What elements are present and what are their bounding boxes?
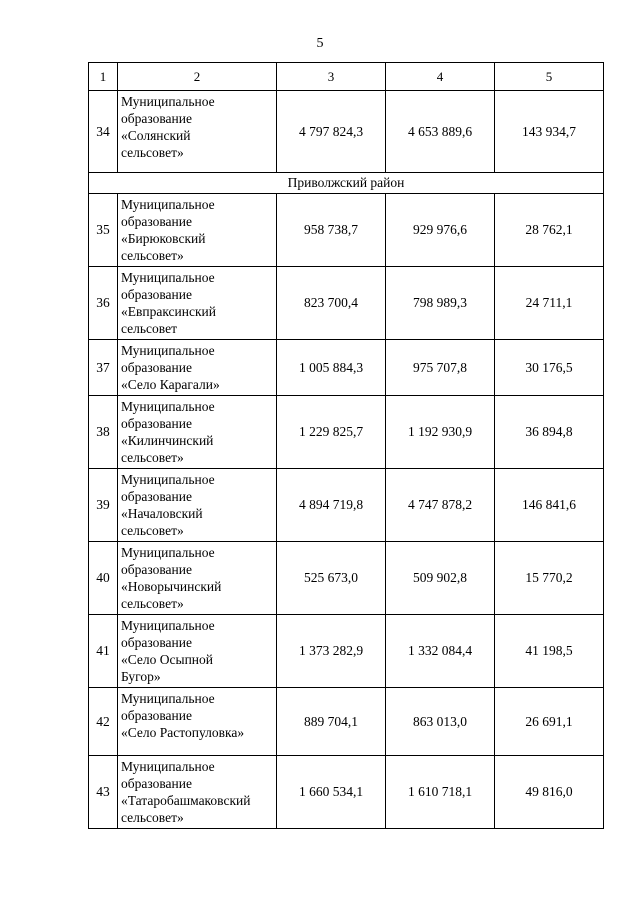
value-col-3: 4 894 719,8 xyxy=(277,469,386,542)
value-col-5: 49 816,0 xyxy=(495,756,604,829)
name-line: «Татаробашмаковский xyxy=(121,793,251,808)
municipality-name xyxy=(118,542,277,615)
table-row xyxy=(89,469,604,542)
name-line: Бугор» xyxy=(121,669,161,684)
value-col-5: 36 894,8 xyxy=(495,396,604,469)
municipality-name xyxy=(118,396,277,469)
row-number: 35 xyxy=(89,194,118,267)
row-number: 36 xyxy=(89,267,118,340)
name-line: «Килинчинский xyxy=(121,433,214,448)
name-line: Муниципальное xyxy=(121,270,215,285)
value-col-3: 1 373 282,9 xyxy=(277,615,386,688)
name-line: сельсовет» xyxy=(121,248,184,263)
value-col-3: 1 229 825,7 xyxy=(277,396,386,469)
name-line: образование xyxy=(121,708,192,723)
name-line: Муниципальное xyxy=(121,399,215,414)
municipality-name xyxy=(118,267,277,340)
name-line: Муниципальное xyxy=(121,472,215,487)
value-col-3: 958 738,7 xyxy=(277,194,386,267)
row-number: 42 xyxy=(89,688,118,756)
value-col-5: 143 934,7 xyxy=(495,91,604,173)
district-title: Приволжский район xyxy=(89,173,604,194)
value-col-4: 798 989,3 xyxy=(386,267,495,340)
name-line: образование xyxy=(121,489,192,504)
row-number: 43 xyxy=(89,756,118,829)
value-col-3: 823 700,4 xyxy=(277,267,386,340)
name-line: «Село Растопуловка» xyxy=(121,725,245,740)
municipality-name xyxy=(118,469,277,542)
municipal-table xyxy=(88,62,604,829)
value-col-4: 929 976,6 xyxy=(386,194,495,267)
table-row xyxy=(89,340,604,396)
name-line: образование xyxy=(121,776,192,791)
name-line: «Солянский xyxy=(121,128,191,143)
name-line: Муниципальное xyxy=(121,691,215,706)
table-row xyxy=(89,91,604,173)
row-number: 38 xyxy=(89,396,118,469)
value-col-3: 4 797 824,3 xyxy=(277,91,386,173)
municipality-name xyxy=(118,91,277,173)
value-col-4: 863 013,0 xyxy=(386,688,495,756)
name-line: образование xyxy=(121,635,192,650)
value-col-4: 1 332 084,4 xyxy=(386,615,495,688)
value-col-5: 41 198,5 xyxy=(495,615,604,688)
row-number: 37 xyxy=(89,340,118,396)
municipality-name xyxy=(118,615,277,688)
district-row xyxy=(89,173,604,194)
name-line: «Началовский xyxy=(121,506,203,521)
value-col-4: 4 653 889,6 xyxy=(386,91,495,173)
value-col-5: 28 762,1 xyxy=(495,194,604,267)
value-col-5: 26 691,1 xyxy=(495,688,604,756)
value-col-4: 1 192 930,9 xyxy=(386,396,495,469)
name-line: Муниципальное xyxy=(121,197,215,212)
municipality-name xyxy=(118,340,277,396)
municipality-name xyxy=(118,688,277,756)
name-line: образование xyxy=(121,562,192,577)
name-line: «Бирюковский xyxy=(121,231,206,246)
table-row xyxy=(89,756,604,829)
value-col-4: 4 747 878,2 xyxy=(386,469,495,542)
name-line: сельсовет» xyxy=(121,596,184,611)
name-line: «Село Карагали» xyxy=(121,377,220,392)
table-row xyxy=(89,267,604,340)
row-number: 40 xyxy=(89,542,118,615)
table-row xyxy=(89,688,604,756)
name-line: «Евпраксинский xyxy=(121,304,217,319)
name-line: образование xyxy=(121,214,192,229)
table-row xyxy=(89,615,604,688)
row-number: 34 xyxy=(89,91,118,173)
value-col-5: 24 711,1 xyxy=(495,267,604,340)
name-line: сельсовет» xyxy=(121,450,184,465)
value-col-3: 525 673,0 xyxy=(277,542,386,615)
name-line: образование xyxy=(121,360,192,375)
name-line: образование xyxy=(121,287,192,302)
name-line: сельсовет» xyxy=(121,810,184,825)
municipality-name xyxy=(118,756,277,829)
value-col-3: 1 005 884,3 xyxy=(277,340,386,396)
value-col-4: 1 610 718,1 xyxy=(386,756,495,829)
header-col-1: 1 xyxy=(89,63,118,91)
value-col-4: 975 707,8 xyxy=(386,340,495,396)
value-col-5: 15 770,2 xyxy=(495,542,604,615)
header-row xyxy=(89,63,604,91)
page-number: 5 xyxy=(316,36,324,51)
table-row xyxy=(89,194,604,267)
name-line: образование xyxy=(121,111,192,126)
name-line: Муниципальное xyxy=(121,94,215,109)
name-line: Муниципальное xyxy=(121,545,215,560)
name-line: сельсовет» xyxy=(121,145,184,160)
value-col-5: 30 176,5 xyxy=(495,340,604,396)
name-line: Муниципальное xyxy=(121,343,215,358)
value-col-4: 509 902,8 xyxy=(386,542,495,615)
row-number: 39 xyxy=(89,469,118,542)
name-line: образование xyxy=(121,416,192,431)
name-line: «Село Осыпной xyxy=(121,652,214,667)
name-line: сельсовет xyxy=(121,321,177,336)
header-col-4: 4 xyxy=(386,63,495,91)
value-col-5: 146 841,6 xyxy=(495,469,604,542)
row-number: 41 xyxy=(89,615,118,688)
name-line: «Новорычинский xyxy=(121,579,222,594)
value-col-3: 889 704,1 xyxy=(277,688,386,756)
table-row xyxy=(89,396,604,469)
table-row xyxy=(89,542,604,615)
header-col-3: 3 xyxy=(277,63,386,91)
value-col-3: 1 660 534,1 xyxy=(277,756,386,829)
municipality-name xyxy=(118,194,277,267)
header-col-5: 5 xyxy=(495,63,604,91)
name-line: сельсовет» xyxy=(121,523,184,538)
header-col-2: 2 xyxy=(118,63,277,91)
name-line: Муниципальное xyxy=(121,618,215,633)
name-line: Муниципальное xyxy=(121,759,215,774)
